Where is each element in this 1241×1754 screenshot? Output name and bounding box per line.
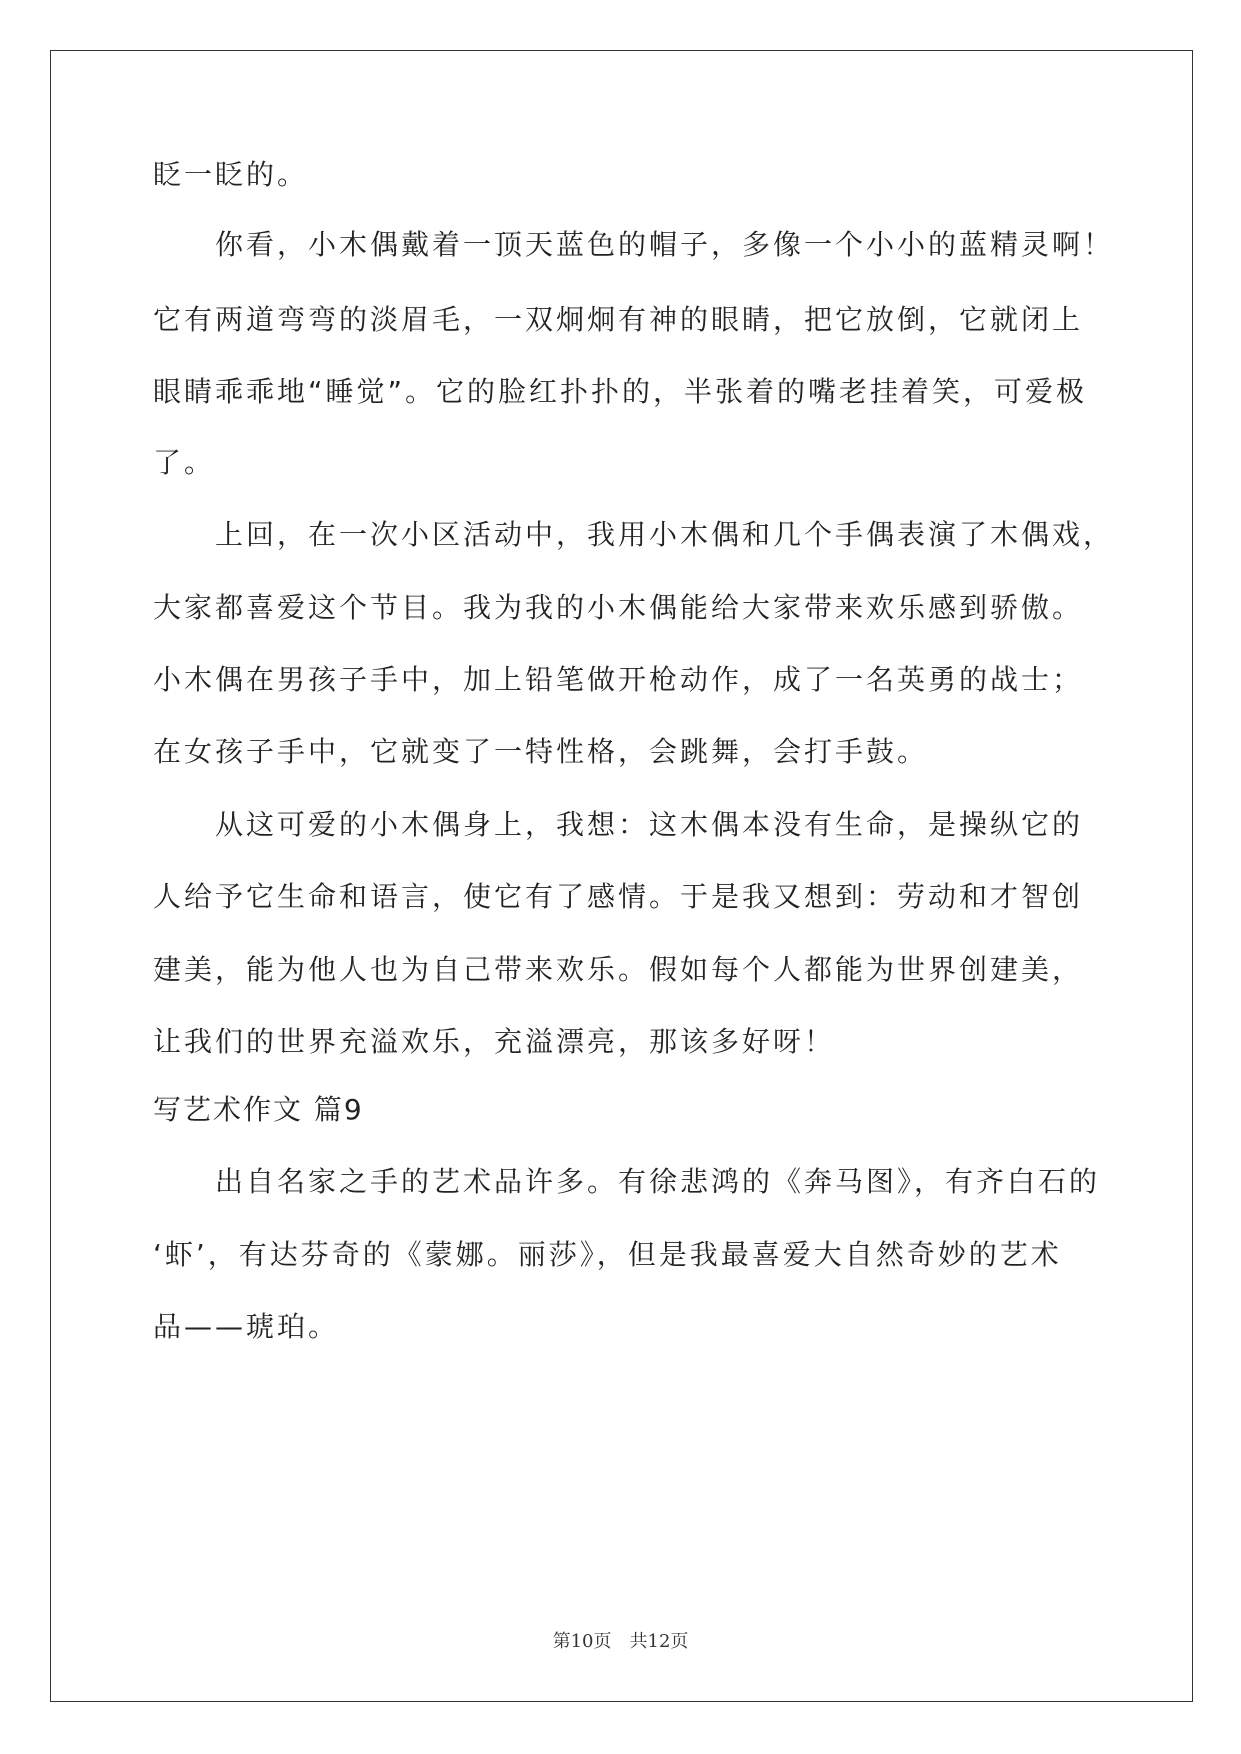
text-line-12: 建美，能为他人也为自己带来欢乐。假如每个人都能为世界创建美， bbox=[153, 953, 1084, 986]
page-frame bbox=[50, 50, 1193, 1702]
text-line-15: 出自名家之手的艺术品许多。有徐悲鸿的《奔马图》，有齐白石的 bbox=[153, 1165, 1101, 1198]
text-line-11: 人给予它生命和语言，使它有了感情。于是我又想到：劳动和才智创 bbox=[153, 880, 1084, 913]
text-line-10: 从这可爱的小木偶身上，我想：这木偶本没有生命，是操纵它的 bbox=[153, 808, 1084, 841]
section-heading: 写艺术作文 篇9 bbox=[153, 1093, 364, 1126]
text-line-4: 眼睛乖乖地“睡觉”。它的脸红扑扑的，半张着的嘴老挂着笑，可爱极 bbox=[153, 375, 1088, 408]
text-line-2: 你看，小木偶戴着一顶天蓝色的帽子，多像一个小小的蓝精灵啊！ bbox=[153, 228, 1115, 261]
text-line-8: 小木偶在男孩子手中，加上铅笔做开枪动作，成了一名英勇的战士； bbox=[153, 663, 1084, 696]
text-line-3: 它有两道弯弯的淡眉毛，一双炯炯有神的眼睛，把它放倒，它就闭上 bbox=[153, 303, 1084, 336]
page-footer bbox=[0, 1630, 1241, 1654]
text-line-16: ‘虾’，有达芬奇的《蒙娜。丽莎》，但是我最喜爱大自然奇妙的艺术 bbox=[153, 1238, 1062, 1271]
text-line-9: 在女孩子手中，它就变了一特性格，会跳舞，会打手鼓。 bbox=[153, 735, 929, 768]
text-line-5: 了。 bbox=[153, 446, 216, 479]
text-line-1: 眨一眨的。 bbox=[153, 158, 309, 191]
text-line-7: 大家都喜爱这个节目。我为我的小木偶能给大家带来欢乐感到骄傲。 bbox=[153, 591, 1084, 624]
text-line-6: 上回，在一次小区活动中，我用小木偶和几个手偶表演了木偶戏， bbox=[153, 518, 1115, 551]
text-line-17: 品——琥珀。 bbox=[153, 1310, 340, 1343]
page-number: 第10页 共12页 bbox=[552, 1631, 689, 1652]
text-line-13: 让我们的世界充溢欢乐，充溢漂亮，那该多好呀！ bbox=[153, 1025, 836, 1058]
